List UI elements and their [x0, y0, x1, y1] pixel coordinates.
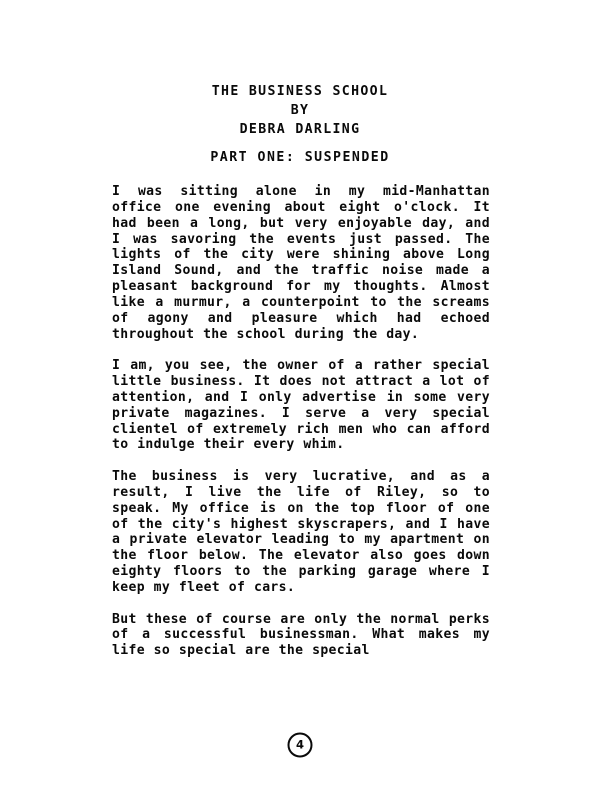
paragraph: The business is very lucrative, and as a result, I live the life of Riley, so to speak. My office is on the top floor of one of the city's highest skyscrapers, and I have a private elevator leading to my apartment on the floor below. The elevator also goes down eighty floors to the parking garage where I keep my fleet of cars.: [112, 469, 490, 595]
body-text: [112, 184, 490, 659]
paragraph: But these of course are only the normal perks of a successful businessman. What makes my life so special are the special: [112, 611, 490, 659]
title-block: [0, 82, 600, 139]
paragraph: I was sitting alone in my mid-Manhattan office one evening about eight o'clock. It had been a long, but very enjoyable day, and I was savoring the events just passed. The lights of the city were shining above Long Island Sound, and the traffic noise made a pleasant background for my thoughts. Almost like a murmur, a counterpoint to the screams of agony and pleasure which had echoed throughout the school during the day.: [112, 184, 490, 342]
author-name: DEBRA DARLING: [239, 122, 361, 137]
page-number-badge: 4: [288, 733, 313, 758]
part-heading: PART ONE: SUSPENDED: [210, 150, 390, 165]
byline-label: BY: [290, 103, 310, 118]
paragraph: I am, you see, the owner of a rather special little business. It does not attract a lot of attention, and I only advertise in some very private magazines. I serve a very special clientel of extremely rich men who can afford to indulge their every whim.: [112, 358, 490, 453]
document-title: THE BUSINESS SCHOOL: [211, 84, 389, 99]
